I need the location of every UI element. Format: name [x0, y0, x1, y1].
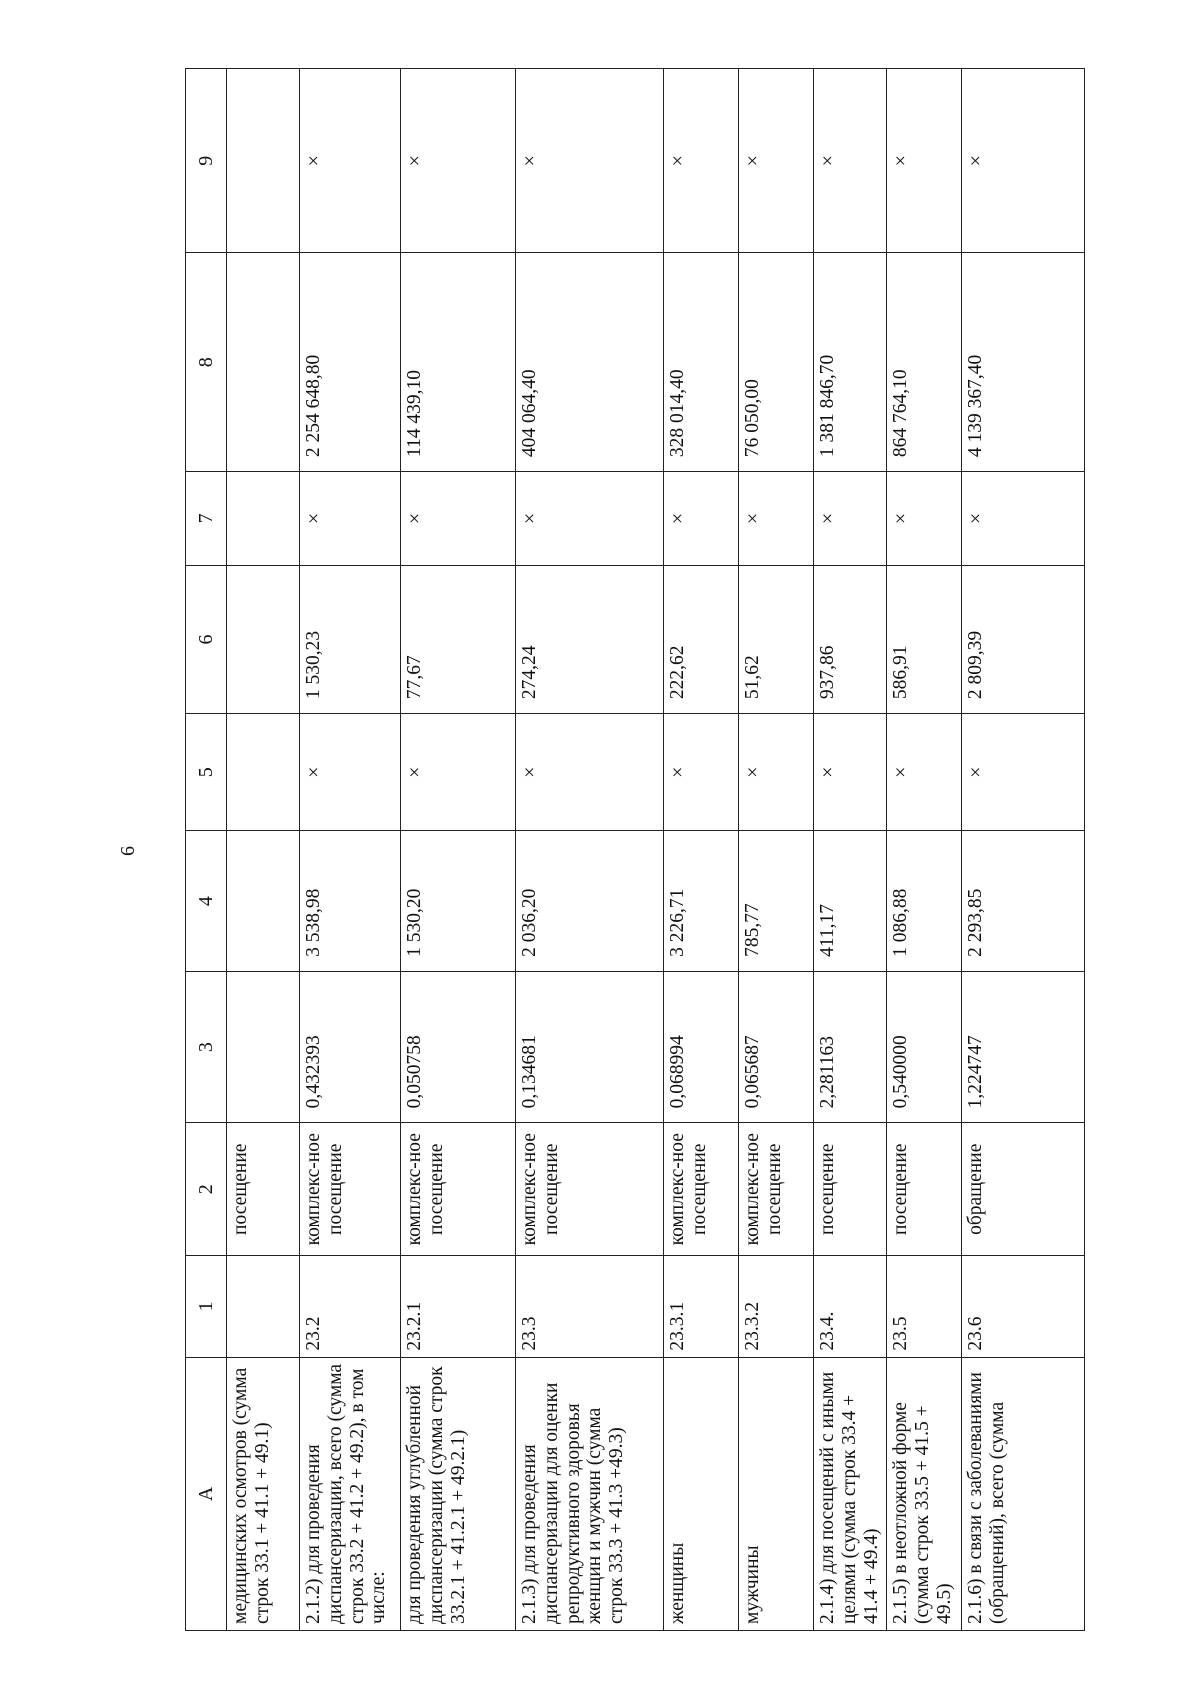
- value-cell: 404 064,40: [516, 253, 664, 472]
- value-cell: 785,77: [739, 831, 814, 972]
- unit-cell: посещение: [227, 1123, 300, 1256]
- value-cell: 586,91: [887, 565, 962, 713]
- value-cell: [227, 472, 300, 566]
- column-header: 6: [186, 565, 227, 713]
- table-row: [814, 69, 887, 1631]
- value-cell: 1 086,88: [887, 831, 962, 972]
- value-cell: ×: [962, 472, 1085, 566]
- value-cell: ×: [962, 714, 1085, 831]
- column-header: 5: [186, 714, 227, 831]
- row-code: 23.3.1: [664, 1256, 739, 1358]
- value-cell: 0,050758: [401, 971, 516, 1123]
- unit-cell: комплекс-ное посещение: [401, 1123, 516, 1256]
- value-cell: 1,224747: [962, 971, 1085, 1123]
- row-code: [227, 1256, 300, 1358]
- unit-cell: посещение: [887, 1123, 962, 1256]
- financing-table: [185, 68, 1085, 1631]
- row-label: медицинских осмотров (сумма строк 33.1 + 41.1 + 49.1): [227, 1357, 300, 1630]
- value-cell: [227, 971, 300, 1123]
- column-header: А: [186, 1357, 227, 1630]
- row-code: 23.3: [516, 1256, 664, 1358]
- value-cell: 2,281163: [814, 971, 887, 1123]
- value-cell: 328 014,40: [664, 253, 739, 472]
- value-cell: 3 538,98: [300, 831, 401, 972]
- value-cell: ×: [401, 714, 516, 831]
- value-cell: ×: [300, 472, 401, 566]
- column-header: 9: [186, 69, 227, 253]
- value-cell: 2 809,39: [962, 565, 1085, 713]
- value-cell: ×: [962, 69, 1085, 253]
- row-label: 2.1.6) в связи с заболеваниями (обращений), всего (сумма: [962, 1357, 1085, 1630]
- value-cell: ×: [814, 714, 887, 831]
- column-header: 1: [186, 1256, 227, 1358]
- row-code: 23.5: [887, 1256, 962, 1358]
- table-row: [664, 69, 739, 1631]
- column-header: 4: [186, 831, 227, 972]
- value-cell: 937,86: [814, 565, 887, 713]
- unit-cell: комплекс-ное посещение: [516, 1123, 664, 1256]
- value-cell: 76 050,00: [739, 253, 814, 472]
- value-cell: 0,540000: [887, 971, 962, 1123]
- value-cell: 114 439,10: [401, 253, 516, 472]
- page-number: 6: [117, 846, 139, 856]
- value-cell: ×: [664, 714, 739, 831]
- value-cell: ×: [516, 69, 664, 253]
- value-cell: 51,62: [739, 565, 814, 713]
- value-cell: ×: [887, 472, 962, 566]
- row-label: 2.1.4) для посещений с иными целями (сумма строк 33.4 + 41.4 + 49.4): [814, 1357, 887, 1630]
- value-cell: ×: [401, 472, 516, 566]
- unit-cell: посещение: [814, 1123, 887, 1256]
- column-header: 7: [186, 472, 227, 566]
- value-cell: ×: [664, 69, 739, 253]
- unit-cell: комплекс-ное посещение: [739, 1123, 814, 1256]
- value-cell: ×: [814, 69, 887, 253]
- value-cell: 0,432393: [300, 971, 401, 1123]
- value-cell: [227, 714, 300, 831]
- value-cell: 411,17: [814, 831, 887, 972]
- table-row: [739, 69, 814, 1631]
- row-label: 2.1.5) в неотложной форме (сумма строк 33.5 + 41.5 + 49.5): [887, 1357, 962, 1630]
- table-row: [401, 69, 516, 1631]
- value-cell: ×: [300, 69, 401, 253]
- column-header: 8: [186, 253, 227, 472]
- table-row: [227, 69, 300, 1631]
- value-cell: 222,62: [664, 565, 739, 713]
- value-cell: 2 293,85: [962, 831, 1085, 972]
- row-code: 23.2: [300, 1256, 401, 1358]
- value-cell: ×: [739, 714, 814, 831]
- table-row: [962, 69, 1085, 1631]
- value-cell: 0,065687: [739, 971, 814, 1123]
- value-cell: 1 381 846,70: [814, 253, 887, 472]
- value-cell: ×: [739, 472, 814, 566]
- row-code: 23.2.1: [401, 1256, 516, 1358]
- row-label: 2.1.2) для проведения диспансеризации, всего (сумма строк 33.2 + 41.2 + 49.2), в том числе:: [300, 1357, 401, 1630]
- value-cell: ×: [300, 714, 401, 831]
- row-label: мужчины: [739, 1357, 814, 1630]
- value-cell: ×: [739, 69, 814, 253]
- value-cell: ×: [516, 472, 664, 566]
- value-cell: 2 036,20: [516, 831, 664, 972]
- value-cell: ×: [664, 472, 739, 566]
- value-cell: [227, 565, 300, 713]
- value-cell: [227, 253, 300, 472]
- row-code: 23.6: [962, 1256, 1085, 1358]
- value-cell: [227, 69, 300, 253]
- row-label: женщины: [664, 1357, 739, 1630]
- value-cell: ×: [401, 69, 516, 253]
- value-cell: 0,068994: [664, 971, 739, 1123]
- column-header: 2: [186, 1123, 227, 1256]
- value-cell: 4 139 367,40: [962, 253, 1085, 472]
- value-cell: 3 226,71: [664, 831, 739, 972]
- value-cell: 2 254 648,80: [300, 253, 401, 472]
- value-cell: 0,134681: [516, 971, 664, 1123]
- row-code: 23.4.: [814, 1256, 887, 1358]
- unit-cell: комплекс-ное посещение: [664, 1123, 739, 1256]
- value-cell: 274,24: [516, 565, 664, 713]
- value-cell: 1 530,23: [300, 565, 401, 713]
- value-cell: ×: [814, 472, 887, 566]
- unit-cell: обращение: [962, 1123, 1085, 1256]
- rotated-table-container: [185, 68, 1085, 1631]
- unit-cell: комплекс-ное посещение: [300, 1123, 401, 1256]
- value-cell: 77,67: [401, 565, 516, 713]
- column-header: 3: [186, 971, 227, 1123]
- table-row: [300, 69, 401, 1631]
- row-label: для проведения углубленной диспансеризации (сумма строк 33.2.1 + 41.2.1 + 49.2.1): [401, 1357, 516, 1630]
- value-cell: [227, 831, 300, 972]
- value-cell: ×: [887, 69, 962, 253]
- value-cell: 864 764,10: [887, 253, 962, 472]
- value-cell: 1 530,20: [401, 831, 516, 972]
- row-code: 23.3.2: [739, 1256, 814, 1358]
- column-number-row: [186, 69, 227, 1631]
- row-label: 2.1.3) для проведения диспансеризации для оценки репродуктивного здоровья женщин и мужчин (сумма строк 33.3 + 41.3 +49.3): [516, 1357, 664, 1630]
- table-row: [887, 69, 962, 1631]
- value-cell: ×: [516, 714, 664, 831]
- table-row: [516, 69, 664, 1631]
- value-cell: ×: [887, 714, 962, 831]
